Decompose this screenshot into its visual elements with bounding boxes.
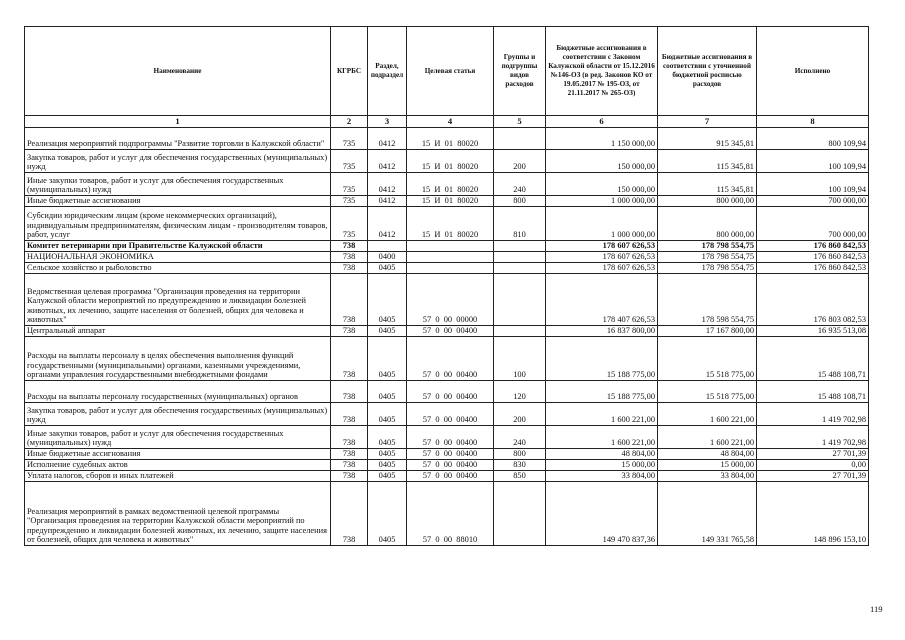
row-group: 800 <box>494 196 546 207</box>
row-executed-value: 176 860 842,53 <box>757 263 869 274</box>
row-section: 0412 <box>368 173 407 196</box>
row-kgrbs: 738 <box>331 241 368 252</box>
row-budget-law-value: 1 150 000,00 <box>546 128 658 150</box>
row-kgrbs: 738 <box>331 274 368 326</box>
row-budget-adjusted-value: 15 518 775,00 <box>658 337 757 381</box>
row-budget-law-value: 33 804,00 <box>546 471 658 482</box>
row-group: 100 <box>494 337 546 381</box>
row-name: Иные бюджетные ассигнования <box>25 196 331 207</box>
table-row <box>25 207 869 241</box>
header-section: Раздел, подраздел <box>368 27 407 116</box>
table-row <box>25 381 869 403</box>
row-target: 15 И 01 80020 <box>407 150 494 173</box>
row-name: Ведомственная целевая программа "Организация проведения на территории Калужской области мероприятий по предупреждению и ликвидации болезней животных, их лечению, защите населения от болезней, общих для человека и животных" <box>25 274 331 326</box>
row-group: 850 <box>494 471 546 482</box>
row-budget-adjusted-value: 1 600 221,00 <box>658 426 757 449</box>
row-budget-law-value: 178 607 626,53 <box>546 252 658 263</box>
table-row <box>25 326 869 337</box>
table-row <box>25 263 869 274</box>
row-budget-law-value: 178 407 626,53 <box>546 274 658 326</box>
row-section: 0405 <box>368 449 407 460</box>
column-number: 2 <box>331 116 368 128</box>
budget-table <box>24 26 869 546</box>
column-number: 4 <box>407 116 494 128</box>
row-budget-law-value: 149 470 837,36 <box>546 482 658 546</box>
row-section: 0412 <box>368 150 407 173</box>
row-group <box>494 482 546 546</box>
table-row <box>25 252 869 263</box>
table-row <box>25 482 869 546</box>
column-number: 3 <box>368 116 407 128</box>
row-kgrbs: 738 <box>331 263 368 274</box>
row-section: 0405 <box>368 263 407 274</box>
row-name: Центральный аппарат <box>25 326 331 337</box>
row-target: 57 0 00 88010 <box>407 482 494 546</box>
row-target: 57 0 00 00400 <box>407 326 494 337</box>
row-name: Сельское хозяйство и рыболовство <box>25 263 331 274</box>
row-name: НАЦИОНАЛЬНАЯ ЭКОНОМИКА <box>25 252 331 263</box>
header-target: Целевая статья <box>407 27 494 116</box>
row-executed-value: 100 109,94 <box>757 150 869 173</box>
row-budget-law-value: 178 607 626,53 <box>546 241 658 252</box>
row-name: Иные бюджетные ассигнования <box>25 449 331 460</box>
header-name: Наименование <box>25 27 331 116</box>
row-name: Закупка товаров, работ и услуг для обеспечения государственных (муниципальных) нужд <box>25 150 331 173</box>
table-row <box>25 128 869 150</box>
row-budget-law-value: 48 804,00 <box>546 449 658 460</box>
table-row <box>25 403 869 426</box>
row-budget-law-value: 150 000,00 <box>546 150 658 173</box>
row-name: Закупка товаров, работ и услуг для обеспечения государственных (муниципальных) нужд <box>25 403 331 426</box>
row-group: 200 <box>494 150 546 173</box>
row-budget-law-value: 1 600 221,00 <box>546 403 658 426</box>
row-kgrbs: 738 <box>331 482 368 546</box>
row-target: 57 0 00 00400 <box>407 426 494 449</box>
row-group: 240 <box>494 173 546 196</box>
row-executed-value: 176 803 082,53 <box>757 274 869 326</box>
table-row <box>25 173 869 196</box>
row-budget-adjusted-value: 15 518 775,00 <box>658 381 757 403</box>
table-row <box>25 337 869 381</box>
row-budget-law-value: 15 000,00 <box>546 460 658 471</box>
row-group <box>494 263 546 274</box>
row-name: Реализация мероприятий подпрограммы "Развитие торговли в Калужской области" <box>25 128 331 150</box>
row-executed-value: 27 701,39 <box>757 471 869 482</box>
row-kgrbs: 738 <box>331 426 368 449</box>
row-kgrbs: 735 <box>331 173 368 196</box>
header-budget-adjusted: Бюджетные ассигнования в соответствии с уточненной бюджетной росписью расходов <box>658 27 757 116</box>
header-budget-law: Бюджетные ассигнования в соответствии с Законом Калужской области от 15.12.2016 №146-ОЗ (в ред. Законов КО от 19.05.2017 № 195-ОЗ, от 21.11.2017 № 265-ОЗ) <box>546 27 658 116</box>
row-budget-law-value: 1 000 000,00 <box>546 207 658 241</box>
row-budget-adjusted-value: 915 345,81 <box>658 128 757 150</box>
row-budget-adjusted-value: 17 167 800,00 <box>658 326 757 337</box>
row-section: 0405 <box>368 381 407 403</box>
row-kgrbs: 738 <box>331 449 368 460</box>
row-kgrbs: 735 <box>331 196 368 207</box>
row-group: 800 <box>494 449 546 460</box>
row-group: 200 <box>494 403 546 426</box>
column-number: 1 <box>25 116 331 128</box>
row-budget-law-value: 15 188 775,00 <box>546 381 658 403</box>
row-budget-adjusted-value: 15 000,00 <box>658 460 757 471</box>
table-row <box>25 196 869 207</box>
row-section: 0405 <box>368 337 407 381</box>
row-budget-adjusted-value: 178 798 554,75 <box>658 263 757 274</box>
row-section: 0405 <box>368 326 407 337</box>
row-group: 830 <box>494 460 546 471</box>
row-target: 15 И 01 80020 <box>407 207 494 241</box>
row-budget-adjusted-value: 178 798 554,75 <box>658 252 757 263</box>
row-executed-value: 16 935 513,08 <box>757 326 869 337</box>
column-number: 8 <box>757 116 869 128</box>
table-row <box>25 241 869 252</box>
table-row <box>25 426 869 449</box>
row-executed-value: 176 860 842,53 <box>757 241 869 252</box>
row-kgrbs: 735 <box>331 150 368 173</box>
row-section: 0405 <box>368 274 407 326</box>
row-name: Расходы на выплаты персоналу государственных (муниципальных) органов <box>25 381 331 403</box>
row-name: Исполнение судебных актов <box>25 460 331 471</box>
row-target: 57 0 00 00400 <box>407 381 494 403</box>
row-budget-adjusted-value: 115 345,81 <box>658 173 757 196</box>
row-budget-adjusted-value: 48 804,00 <box>658 449 757 460</box>
table-row <box>25 449 869 460</box>
row-budget-law-value: 1 000 000,00 <box>546 196 658 207</box>
row-executed-value: 1 419 702,98 <box>757 426 869 449</box>
row-kgrbs: 738 <box>331 460 368 471</box>
row-target: 57 0 00 00400 <box>407 471 494 482</box>
row-budget-law-value: 150 000,00 <box>546 173 658 196</box>
row-name: Реализация мероприятий в рамках ведомственной целевой программы "Организация проведения на территории Калужской области мероприятий по предупреждению и ликвидации болезней животных, их лечению, защите населения от болезней, общих для человека и животных" <box>25 482 331 546</box>
row-name: Уплата налогов, сборов и иных платежей <box>25 471 331 482</box>
row-group <box>494 326 546 337</box>
page-number: 119 <box>870 604 883 614</box>
row-kgrbs: 738 <box>331 326 368 337</box>
row-kgrbs: 735 <box>331 207 368 241</box>
row-budget-adjusted-value: 1 600 221,00 <box>658 403 757 426</box>
row-kgrbs: 738 <box>331 252 368 263</box>
row-target <box>407 263 494 274</box>
row-name: Иные закупки товаров, работ и услуг для обеспечения государственных (муниципальных) нужд <box>25 426 331 449</box>
row-executed-value: 27 701,39 <box>757 449 869 460</box>
row-executed-value: 700 000,00 <box>757 196 869 207</box>
row-group <box>494 252 546 263</box>
header-executed: Исполнено <box>757 27 869 116</box>
table-row <box>25 460 869 471</box>
row-target: 57 0 00 00400 <box>407 449 494 460</box>
row-budget-law-value: 15 188 775,00 <box>546 337 658 381</box>
row-budget-adjusted-value: 33 804,00 <box>658 471 757 482</box>
row-executed-value: 176 860 842,53 <box>757 252 869 263</box>
row-kgrbs: 735 <box>331 128 368 150</box>
row-section: 0412 <box>368 196 407 207</box>
header-groups: Группы и подгруппы видов расходов <box>494 27 546 116</box>
row-section: 0412 <box>368 128 407 150</box>
row-budget-adjusted-value: 800 000,00 <box>658 207 757 241</box>
row-kgrbs: 738 <box>331 403 368 426</box>
row-group: 240 <box>494 426 546 449</box>
row-executed-value: 15 488 108,71 <box>757 337 869 381</box>
row-budget-law-value: 178 607 626,53 <box>546 263 658 274</box>
row-group <box>494 274 546 326</box>
row-target: 15 И 01 80020 <box>407 128 494 150</box>
table-row <box>25 471 869 482</box>
row-target <box>407 241 494 252</box>
column-number-row <box>25 116 869 128</box>
row-budget-law-value: 1 600 221,00 <box>546 426 658 449</box>
row-target: 57 0 00 00400 <box>407 337 494 381</box>
row-executed-value: 1 419 702,98 <box>757 403 869 426</box>
row-budget-law-value: 16 837 800,00 <box>546 326 658 337</box>
row-section: 0405 <box>368 426 407 449</box>
row-section <box>368 241 407 252</box>
row-budget-adjusted-value: 178 798 554,75 <box>658 241 757 252</box>
header-row <box>25 27 869 116</box>
row-section: 0405 <box>368 403 407 426</box>
row-executed-value: 100 109,94 <box>757 173 869 196</box>
column-number: 7 <box>658 116 757 128</box>
row-group: 120 <box>494 381 546 403</box>
row-target: 15 И 01 80020 <box>407 173 494 196</box>
row-group <box>494 128 546 150</box>
row-kgrbs: 738 <box>331 337 368 381</box>
row-budget-adjusted-value: 115 345,81 <box>658 150 757 173</box>
column-number: 5 <box>494 116 546 128</box>
row-target: 57 0 00 00000 <box>407 274 494 326</box>
row-target: 57 0 00 00400 <box>407 460 494 471</box>
row-executed-value: 15 488 108,71 <box>757 381 869 403</box>
row-name: Субсидии юридическим лицам (кроме некоммерческих организаций), индивидуальным предпринимателям, физическим лицам - производителям товаров, работ, услуг <box>25 207 331 241</box>
row-target: 15 И 01 80020 <box>407 196 494 207</box>
row-group <box>494 241 546 252</box>
row-section: 0405 <box>368 482 407 546</box>
row-name: Расходы на выплаты персоналу в целях обеспечения выполнения функций государственными (муниципальными) органами, казенными учреждениями, органами управления государственными внебюджетными фондами <box>25 337 331 381</box>
row-budget-adjusted-value: 800 000,00 <box>658 196 757 207</box>
row-section: 0412 <box>368 207 407 241</box>
table-body <box>25 128 869 546</box>
row-section: 0405 <box>368 471 407 482</box>
row-executed-value: 700 000,00 <box>757 207 869 241</box>
row-executed-value: 0,00 <box>757 460 869 471</box>
row-group: 810 <box>494 207 546 241</box>
header-kgrbs: КГРБС <box>331 27 368 116</box>
row-target <box>407 252 494 263</box>
row-section: 0405 <box>368 460 407 471</box>
column-number: 6 <box>546 116 658 128</box>
row-executed-value: 800 109,94 <box>757 128 869 150</box>
row-name: Иные закупки товаров, работ и услуг для обеспечения государственных (муниципальных) нужд <box>25 173 331 196</box>
row-kgrbs: 738 <box>331 471 368 482</box>
row-target: 57 0 00 00400 <box>407 403 494 426</box>
row-budget-adjusted-value: 149 331 765,58 <box>658 482 757 546</box>
table-row <box>25 150 869 173</box>
row-section: 0400 <box>368 252 407 263</box>
table-row <box>25 274 869 326</box>
row-budget-adjusted-value: 178 598 554,75 <box>658 274 757 326</box>
row-executed-value: 148 896 153,10 <box>757 482 869 546</box>
row-name: Комитет ветеринарии при Правительстве Калужской области <box>25 241 331 252</box>
row-kgrbs: 738 <box>331 381 368 403</box>
